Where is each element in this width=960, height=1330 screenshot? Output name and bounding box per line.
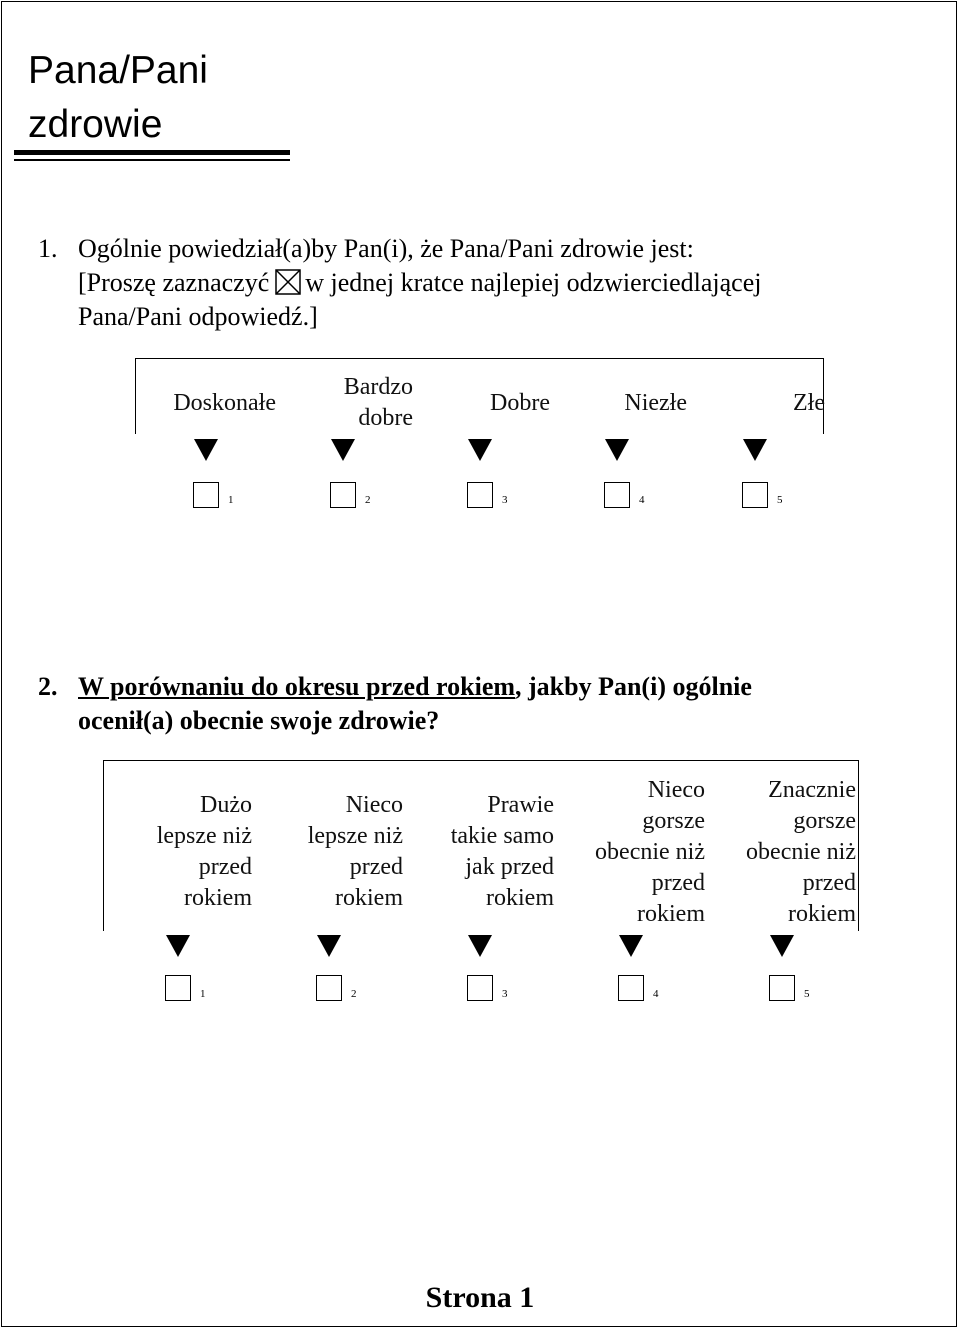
answer-checkbox[interactable] <box>742 482 768 508</box>
question2-line1-underlined: W porównaniu do okresu przed rokiem <box>78 672 516 701</box>
option-label-line: Nieco <box>647 776 705 803</box>
option-label-line: Doskonałe <box>173 389 276 416</box>
down-arrow-icon <box>743 439 767 461</box>
answer-checkbox[interactable] <box>165 975 191 1001</box>
question1-option-label <box>547 372 687 434</box>
answer-checkbox[interactable] <box>316 975 342 1001</box>
answer-code: 4 <box>653 988 659 1000</box>
option-label-line: Dobre <box>490 389 550 416</box>
option-label-line: Dużo <box>200 792 252 818</box>
question1-option-label <box>136 372 276 434</box>
option-label-line: jak przed <box>465 854 554 880</box>
option-label-line: Bardzo <box>343 374 413 400</box>
question1-option-label <box>410 372 550 434</box>
page-title <box>28 44 208 152</box>
option-label-line: lepsze niż <box>307 823 403 849</box>
question1-line3: Pana/Pani odpowiedź.] <box>78 302 318 331</box>
option-label-line: przed <box>651 869 705 896</box>
question2-option-label <box>104 774 252 930</box>
question2-line2: ocenił(a) obecnie swoje zdrowie? <box>78 706 440 735</box>
title-rule-thick <box>14 150 290 155</box>
answer-code: 5 <box>804 988 810 1000</box>
question1-option-label <box>685 372 825 434</box>
question2-option-label <box>557 774 705 930</box>
option-label-line: gorsze <box>642 807 705 834</box>
page-border <box>1 1 957 1327</box>
down-arrow-icon <box>605 439 629 461</box>
question1-line1: Ogólnie powiedział(a)by Pan(i), że Pana/Pani zdrowie jest: <box>78 234 694 263</box>
answer-code: 2 <box>365 494 371 506</box>
question2-option-label <box>255 774 403 930</box>
question1-option-label <box>273 372 413 434</box>
option-label-line: lepsze niż <box>156 823 252 849</box>
answer-code: 3 <box>502 988 508 1000</box>
option-label-line: rokiem <box>788 900 856 927</box>
down-arrow-icon <box>166 935 190 957</box>
page-title-line1: Pana/Pani <box>28 49 208 92</box>
answer-checkbox[interactable] <box>193 482 219 508</box>
answer-checkbox[interactable] <box>618 975 644 1001</box>
option-label-line: Nieco <box>345 792 403 818</box>
option-label-line: obecnie niż <box>595 838 705 865</box>
answer-code: 5 <box>777 494 783 506</box>
title-rule-thin <box>14 159 290 161</box>
question1-line2-end: w jednej kratce najlepiej odzwierciedlającej <box>305 268 762 297</box>
answer-code: 1 <box>228 494 234 506</box>
option-label-line: Znacznie <box>768 776 856 803</box>
answer-code: 1 <box>200 988 206 1000</box>
answer-checkbox[interactable] <box>467 482 493 508</box>
option-label-line: przed <box>349 854 403 880</box>
question2-option-label <box>708 774 856 930</box>
down-arrow-icon <box>194 439 218 461</box>
page-title-line2: zdrowie <box>28 103 163 146</box>
option-label-line: rokiem <box>335 885 403 911</box>
down-arrow-icon <box>317 935 341 957</box>
question1-line2 <box>78 266 761 300</box>
answer-code: 4 <box>639 494 645 506</box>
down-arrow-icon <box>468 935 492 957</box>
option-label-line: rokiem <box>486 885 554 911</box>
answer-checkbox[interactable] <box>330 482 356 508</box>
question2-line1 <box>78 670 752 704</box>
question1-line2-start: [Proszę zaznaczyć <box>78 268 270 297</box>
answer-code: 3 <box>502 494 508 506</box>
option-label-line: Niezłe <box>624 389 687 416</box>
question2-number: 2. <box>38 672 58 701</box>
option-label-line: Złe <box>793 389 825 416</box>
page-number: Strona 1 <box>425 1281 535 1314</box>
option-label-line: takie samo <box>450 823 554 849</box>
option-label-line: Prawie <box>487 792 554 818</box>
answer-code: 2 <box>351 988 357 1000</box>
answer-checkbox[interactable] <box>769 975 795 1001</box>
answer-checkbox[interactable] <box>604 482 630 508</box>
option-label-line: rokiem <box>637 900 705 927</box>
answer-checkbox[interactable] <box>467 975 493 1001</box>
down-arrow-icon <box>468 439 492 461</box>
down-arrow-icon <box>619 935 643 957</box>
option-label-line: rokiem <box>184 885 252 911</box>
question2-line1-rest: , jakby Pan(i) ogólnie <box>515 672 752 701</box>
option-label-line: dobre <box>358 405 413 431</box>
option-label-line: gorsze <box>793 807 856 834</box>
question1-number: 1. <box>38 234 58 263</box>
down-arrow-icon <box>331 439 355 461</box>
question2-option-label <box>406 774 554 930</box>
option-label-line: obecnie niż <box>746 838 856 865</box>
crossed-box-icon <box>275 269 301 295</box>
option-label-line: przed <box>802 869 856 896</box>
option-label-line: przed <box>198 854 252 880</box>
down-arrow-icon <box>770 935 794 957</box>
